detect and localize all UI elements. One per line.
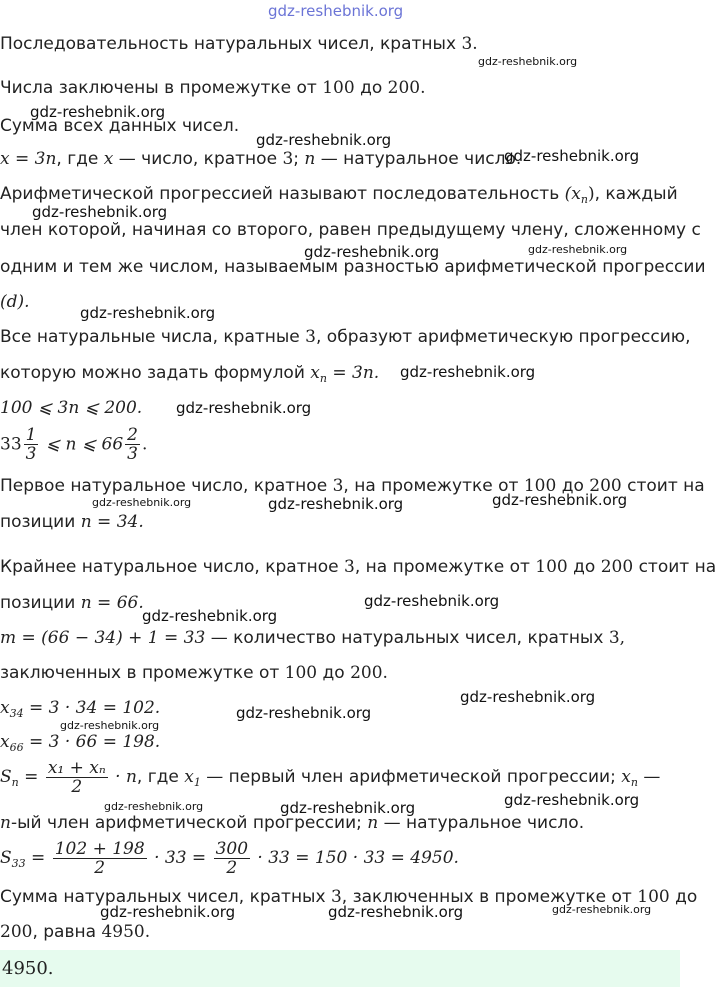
text: , на промежутке от bbox=[354, 557, 536, 577]
text: — bbox=[637, 767, 661, 787]
math: n = 34. bbox=[80, 512, 144, 532]
text: заключенных в промежутке от bbox=[0, 663, 285, 683]
math: 33 bbox=[0, 434, 22, 455]
text: -ый член арифметической прогрессии; bbox=[10, 813, 368, 833]
math: 100 ⩽ 3n ⩽ 200. bbox=[0, 398, 143, 418]
text: , где bbox=[56, 149, 104, 169]
math: 100 bbox=[535, 557, 568, 577]
watermark: gdz-reshebnik.org bbox=[552, 903, 652, 916]
text: позиции bbox=[0, 593, 81, 613]
line-11 bbox=[0, 397, 142, 419]
fraction bbox=[214, 840, 250, 877]
math: x bbox=[184, 767, 194, 787]
math: S bbox=[0, 848, 12, 868]
line-8 bbox=[0, 291, 30, 313]
line-1 bbox=[0, 33, 478, 55]
text: до bbox=[354, 78, 388, 98]
watermark: gdz-reshebnik.org bbox=[268, 495, 404, 513]
text: до bbox=[317, 663, 351, 683]
text: стоит на bbox=[633, 557, 716, 577]
math: 3, bbox=[608, 628, 626, 648]
math: (x bbox=[564, 184, 581, 204]
text: — количество натуральных чисел, кратных bbox=[205, 628, 609, 648]
text: стоит на bbox=[621, 476, 705, 496]
line-17 bbox=[0, 627, 625, 649]
text: — натуральное число. bbox=[315, 149, 522, 169]
math-sub: n bbox=[319, 372, 327, 385]
watermark: gdz-reshebnik.org bbox=[478, 55, 578, 68]
watermark: gdz-reshebnik.org bbox=[60, 719, 160, 732]
fraction bbox=[46, 759, 108, 796]
line-23 bbox=[0, 832, 459, 890]
text: которую можно задать формулой bbox=[0, 363, 311, 383]
math: n = 66. bbox=[80, 593, 144, 613]
text: , где bbox=[136, 767, 185, 787]
line-22 bbox=[0, 812, 584, 834]
math: · 33 = bbox=[148, 848, 212, 868]
text: , заключенных в промежутке от bbox=[341, 887, 638, 907]
math: 100 bbox=[284, 663, 318, 683]
text: Сумма натуральных чисел, кратных bbox=[0, 887, 331, 907]
fraction bbox=[125, 426, 140, 463]
math: 3 bbox=[282, 149, 294, 169]
math: . bbox=[141, 434, 148, 455]
math: n bbox=[304, 149, 316, 169]
watermark: gdz-reshebnik.org bbox=[492, 491, 628, 509]
math: = bbox=[18, 767, 44, 787]
math: (d). bbox=[0, 292, 30, 312]
line-15 bbox=[0, 556, 716, 578]
text: до bbox=[669, 887, 698, 907]
math-sub: 66 bbox=[9, 741, 24, 754]
watermark: gdz-reshebnik.org bbox=[460, 688, 596, 706]
math: S bbox=[0, 767, 12, 787]
watermark: gdz-reshebnik.org bbox=[280, 799, 416, 817]
watermark: gdz-reshebnik.org bbox=[304, 243, 440, 261]
math: m = (66 − 34) + 1 = 33 bbox=[0, 628, 206, 648]
line-7: одним и тем же числом, называемым разностью арифметической прогрессии bbox=[0, 257, 706, 277]
fraction-num: 2 bbox=[127, 425, 138, 445]
math: 4950. bbox=[101, 922, 151, 942]
fraction-den: 2 bbox=[226, 857, 238, 878]
line-14 bbox=[0, 511, 144, 533]
math: 100 bbox=[523, 476, 557, 496]
math-sub: n bbox=[580, 193, 588, 206]
watermark: gdz-reshebnik.org bbox=[256, 131, 392, 149]
text: , на промежутке от bbox=[343, 476, 524, 496]
math: 200. bbox=[350, 663, 388, 683]
math: x bbox=[103, 149, 114, 169]
watermark: gdz-reshebnik.org bbox=[32, 203, 168, 221]
text: — первый член арифметической прогрессии; bbox=[200, 767, 622, 787]
fraction-num: 1 bbox=[25, 425, 37, 445]
math: · 33 = 150 · 33 = 4950. bbox=[252, 848, 459, 868]
math: 200 bbox=[600, 557, 634, 577]
line-3: Сумма всех данных чисел. bbox=[0, 116, 240, 136]
fraction bbox=[53, 840, 147, 877]
watermark: gdz-reshebnik.org bbox=[100, 903, 236, 921]
watermark: gdz-reshebnik.org bbox=[504, 147, 640, 165]
text: — натуральное число. bbox=[378, 813, 585, 833]
watermark: gdz-reshebnik.org bbox=[30, 103, 166, 121]
math-sub: n bbox=[11, 776, 19, 789]
fraction-den: 2 bbox=[94, 857, 106, 878]
line-16 bbox=[0, 592, 144, 614]
math: 100 bbox=[637, 887, 670, 907]
text: Крайнее натуральное число, кратное bbox=[0, 557, 345, 577]
line-10 bbox=[0, 362, 379, 390]
math: x bbox=[621, 767, 631, 787]
line-9 bbox=[0, 326, 690, 348]
watermark: gdz-reshebnik.org bbox=[92, 496, 192, 509]
math: 3 bbox=[344, 557, 355, 577]
watermark: gdz-reshebnik.org bbox=[328, 903, 464, 921]
math: 3 bbox=[330, 887, 342, 907]
line-25 bbox=[0, 921, 150, 943]
answer-value: 4950. bbox=[2, 958, 54, 979]
line-2 bbox=[0, 77, 426, 99]
watermark: gdz-reshebnik.org bbox=[528, 243, 628, 256]
math: = 3 · 34 = 102. bbox=[23, 698, 161, 718]
math: 200. bbox=[387, 78, 426, 98]
text: позиции bbox=[0, 512, 81, 532]
math: = 3n. bbox=[326, 363, 380, 383]
text: ; bbox=[293, 149, 305, 169]
answer-box bbox=[0, 950, 680, 987]
text: Числа заключены в промежутке от bbox=[0, 78, 323, 98]
line-20 bbox=[0, 731, 160, 759]
watermark: gdz-reshebnik.org bbox=[176, 399, 312, 417]
text: — число, кратное bbox=[113, 149, 283, 169]
line-12 bbox=[0, 426, 147, 463]
math: 200 bbox=[589, 476, 622, 496]
text: , образуют арифметическую прогрессию, bbox=[316, 327, 691, 347]
math: = 3 · 66 = 198. bbox=[23, 732, 161, 752]
math: = bbox=[25, 848, 51, 868]
math: 200 bbox=[0, 922, 33, 942]
fraction-den: 3 bbox=[25, 444, 37, 464]
watermark: gdz-reshebnik.org bbox=[80, 304, 216, 322]
text: до bbox=[556, 476, 590, 496]
fraction-den: 2 bbox=[71, 776, 83, 797]
math: 100 bbox=[322, 78, 355, 98]
text: Последовательность натуральных чисел, кратных bbox=[0, 34, 462, 54]
math: 3 bbox=[305, 327, 316, 347]
math: x bbox=[0, 732, 10, 752]
math-sub: 34 bbox=[9, 707, 24, 720]
math: ) bbox=[587, 184, 595, 204]
watermark-top: gdz-reshebnik.org bbox=[268, 2, 404, 20]
math: x = 3n bbox=[0, 149, 57, 169]
fraction-den: 3 bbox=[127, 444, 138, 464]
math: n bbox=[0, 813, 11, 833]
line-6: член которой, начиная со второго, равен предыдущему члену, сложенному с bbox=[0, 220, 701, 240]
watermark: gdz-reshebnik.org bbox=[400, 363, 536, 381]
watermark: gdz-reshebnik.org bbox=[236, 704, 372, 722]
math-sub: 1 bbox=[193, 776, 201, 789]
text: , равна bbox=[32, 922, 102, 942]
text: Первое натуральное число, кратное bbox=[0, 476, 333, 496]
math: · n bbox=[109, 767, 137, 787]
fraction-num: 102 + 198 bbox=[54, 838, 145, 859]
watermark: gdz-reshebnik.org bbox=[504, 791, 640, 809]
text: Арифметической прогрессией называют последовательность bbox=[0, 184, 565, 204]
text: до bbox=[567, 557, 601, 577]
text: , каждый bbox=[594, 184, 678, 204]
math-sub: 33 bbox=[11, 857, 26, 870]
math: n bbox=[367, 813, 379, 833]
math: x bbox=[0, 698, 10, 718]
line-18 bbox=[0, 662, 388, 684]
line-4 bbox=[0, 148, 521, 170]
math: x bbox=[310, 363, 320, 383]
fraction bbox=[24, 426, 39, 463]
watermark: gdz-reshebnik.org bbox=[142, 607, 278, 625]
watermark: gdz-reshebnik.org bbox=[364, 592, 500, 610]
math-sub: n bbox=[630, 776, 638, 789]
math: 3 bbox=[332, 476, 344, 496]
fraction-num: 300 bbox=[215, 838, 249, 859]
watermark: gdz-reshebnik.org bbox=[104, 800, 204, 813]
math: 3. bbox=[461, 34, 478, 54]
fraction-num: x₁ + xₙ bbox=[47, 757, 106, 778]
math: ⩽ n ⩽ 66 bbox=[40, 434, 124, 455]
text: Все натуральные числа, кратные bbox=[0, 327, 306, 347]
